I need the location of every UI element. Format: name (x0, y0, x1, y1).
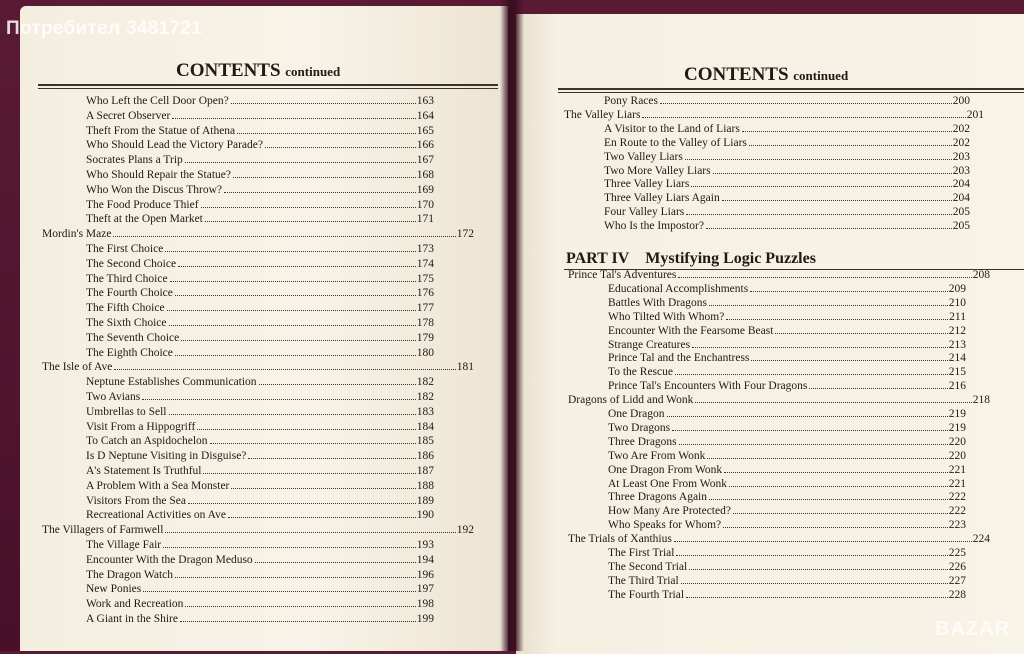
toc-entry (86, 316, 434, 330)
toc-leader-dots (809, 388, 947, 389)
toc-entry-title: The Dragon Watch (86, 568, 173, 581)
toc-leader-dots (672, 430, 948, 431)
toc-page-number: 179 (416, 331, 434, 344)
left-heading-main: CONTENTS (176, 60, 281, 81)
toc-entry-title: The First Choice (86, 243, 164, 255)
toc-page-number: 219 (948, 421, 966, 434)
toc-entry (604, 205, 970, 219)
toc-entry (86, 538, 434, 552)
toc-entry-title: Who Won the Discus Throw? (86, 183, 222, 196)
toc-page-number: 175 (416, 272, 434, 285)
toc-leader-dots (170, 281, 416, 282)
toc-leader-dots (685, 159, 952, 160)
toc-page-number: 215 (948, 366, 966, 379)
toc-entry-title: How Many Are Protected? (608, 505, 731, 518)
right-heading-rule-thin (558, 92, 1024, 93)
toc-entry-title: A Visitor to the Land of Liars (604, 122, 740, 135)
toc-entry-title: A Secret Observer (86, 109, 171, 122)
toc-page-number: 184 (416, 420, 434, 433)
toc-page-number: 189 (416, 494, 434, 507)
toc-entry (86, 494, 434, 508)
toc-leader-dots (203, 473, 415, 474)
toc-entry-title: The Third Trial (608, 574, 679, 587)
toc-leader-dots (750, 291, 948, 292)
toc-leader-dots (678, 277, 971, 278)
toc-entry-title: The Fifth Choice (86, 302, 165, 315)
toc-entry (86, 153, 434, 167)
toc-entry-title: A Giant in the Shire (86, 613, 178, 625)
toc-entry (86, 508, 434, 522)
toc-entry-title: Socrates Plans a Trip (86, 154, 183, 167)
toc-entry (86, 272, 434, 286)
toc-section-entry (568, 532, 990, 546)
toc-leader-dots (175, 355, 416, 356)
toc-entry-title: To the Rescue (608, 366, 673, 379)
toc-entry-title: The Trials of Xanthius (568, 533, 672, 546)
toc-leader-dots (259, 384, 416, 385)
toc-leader-dots (143, 591, 415, 592)
toc-page-number: 202 (952, 122, 970, 135)
toc-page-number: 188 (416, 479, 434, 492)
toc-entry (608, 490, 966, 504)
toc-leader-dots (175, 295, 416, 296)
toc-leader-dots (660, 103, 952, 104)
toc-leader-dots (180, 621, 416, 622)
toc-entry (608, 546, 966, 560)
toc-entry-title: Two Valley Liars (604, 150, 683, 163)
book-gutter (500, 0, 524, 651)
toc-page-number: 203 (952, 164, 970, 177)
toc-entry-title: Strange Creatures (608, 338, 691, 351)
toc-entry (604, 150, 970, 164)
toc-entry-title: Educational Accomplishments (608, 282, 749, 295)
toc-entry (608, 463, 966, 477)
toc-entry-title: The Seventh Choice (86, 331, 180, 344)
toc-entry-title: Who Is the Impostor? (604, 220, 704, 233)
toc-page-number: 183 (416, 405, 434, 418)
toc-entry-title: The Fourth Trial (608, 588, 685, 601)
toc-entry-title: Three Valley Liars (604, 178, 690, 191)
toc-leader-dots (642, 117, 965, 118)
toc-page-number: 210 (948, 296, 966, 309)
toc-leader-dots (114, 369, 455, 370)
toc-leader-dots (707, 458, 947, 459)
toc-entry (608, 574, 966, 588)
toc-leader-dots (676, 555, 947, 556)
toc-entry (608, 324, 966, 338)
toc-leader-dots (167, 310, 416, 311)
toc-leader-dots (692, 347, 948, 348)
toc-entry-title: Encounter With the Fearsome Beast (608, 324, 774, 337)
toc-leader-dots (691, 186, 951, 187)
toc-page-number: 180 (416, 346, 434, 359)
toc-leader-dots (165, 251, 415, 252)
toc-entry-title: Pony Races (604, 95, 658, 107)
toc-leader-dots (724, 472, 948, 473)
toc-entry-title: A's Statement Is Truthful (86, 465, 202, 477)
toc-leader-dots (205, 221, 416, 222)
toc-entry (604, 164, 970, 178)
toc-entry (604, 219, 970, 233)
toc-leader-dots (775, 333, 947, 334)
toc-entry-title: Two More Valley Liars (604, 164, 711, 177)
toc-entry-title: Who Speaks for Whom? (608, 519, 722, 532)
left-heading-small: continued (285, 64, 341, 79)
toc-leader-dots (733, 513, 948, 514)
toc-entry-title: Prince Tal's Encounters With Four Dragons (608, 380, 808, 393)
toc-page-number: 200 (952, 95, 970, 107)
toc-page-number: 219 (948, 408, 966, 420)
toc-leader-dots (178, 266, 416, 267)
left-contents-heading (176, 60, 340, 82)
toc-entry (608, 379, 966, 393)
toc-page-number: 205 (952, 206, 970, 219)
toc-page-number: 166 (416, 139, 434, 152)
toc-entry-title: Visitors From the Sea (86, 494, 186, 507)
toc-leader-dots (675, 374, 948, 375)
part-label: PART IV (566, 250, 630, 267)
toc-entry (604, 94, 970, 108)
toc-entry (608, 407, 966, 421)
toc-entry-title: The Villagers of Farmwell (42, 524, 164, 537)
toc-leader-dots (751, 360, 947, 361)
toc-leader-dots (237, 133, 416, 134)
toc-entry (86, 94, 434, 108)
toc-entry-title: Recreational Activities on Ave (86, 509, 226, 522)
toc-entry-title: The Food Produce Thief (86, 198, 199, 211)
toc-page-number: 224 (972, 533, 990, 546)
toc-leader-dots (201, 207, 416, 208)
right-heading-main: CONTENTS (684, 64, 789, 85)
right-heading-rule (558, 88, 1024, 90)
toc-page-number: 221 (948, 477, 966, 490)
toc-entry (86, 612, 434, 626)
toc-leader-dots (686, 597, 948, 598)
toc-leader-dots (185, 162, 416, 163)
toc-entry-title: Neptune Establishes Communication (86, 376, 257, 389)
toc-page-number: 190 (416, 509, 434, 522)
toc-entry (86, 301, 434, 315)
toc-entry (86, 434, 434, 448)
toc-entry (86, 242, 434, 256)
toc-page-number: 199 (416, 613, 434, 625)
toc-entry (608, 296, 966, 310)
toc-page-number: 182 (416, 391, 434, 403)
toc-entry-title: Theft at the Open Market (86, 213, 203, 226)
seller-watermark: Потребител 3481721 (6, 18, 203, 39)
toc-entry-title: Dragons of Lidd and Wonk (568, 394, 694, 407)
toc-entry (608, 560, 966, 574)
toc-entry-title: At Least One From Wonk (608, 477, 727, 490)
toc-entry (608, 282, 966, 296)
toc-entry (608, 449, 966, 463)
toc-entry (608, 421, 966, 435)
toc-leader-dots (169, 414, 416, 415)
toc-page-number: 227 (948, 574, 966, 587)
site-logo: BAZAR (935, 618, 1010, 640)
toc-entry (86, 420, 434, 434)
toc-page-number: 214 (948, 352, 966, 365)
toc-entry-title: Umbrellas to Sell (86, 405, 167, 418)
toc-leader-dots (228, 517, 416, 518)
toc-leader-dots (681, 583, 948, 584)
toc-page-number: 169 (416, 183, 434, 196)
toc-entry-title: Visit From a Hippogriff (86, 420, 196, 433)
toc-page-number: 209 (948, 282, 966, 295)
left-heading-rule (38, 84, 498, 86)
toc-entry-title: Work and Recreation (86, 598, 184, 611)
toc-leader-dots (169, 325, 416, 326)
toc-entry-title: Mordin's Maze (42, 228, 112, 241)
toc-section-entry (42, 360, 474, 374)
toc-entry (608, 504, 966, 518)
toc-page-number: 170 (416, 198, 434, 211)
toc-entry-title: Two Dragons (608, 421, 671, 434)
toc-leader-dots (197, 429, 415, 430)
toc-page-number: 164 (416, 109, 434, 122)
toc-entry (86, 405, 434, 419)
right-contents-heading (684, 64, 848, 86)
toc-entry (86, 346, 434, 360)
toc-entry-title: The Eighth Choice (86, 346, 173, 359)
toc-section-entry (568, 268, 990, 282)
toc-leader-dots (175, 577, 416, 578)
toc-leader-dots (210, 443, 416, 444)
toc-page-number: 198 (416, 598, 434, 611)
toc-page-number: 171 (416, 213, 434, 226)
toc-leader-dots (163, 547, 416, 548)
toc-entry (604, 191, 970, 205)
toc-entry (608, 588, 966, 602)
toc-page-number: 193 (416, 539, 434, 551)
toc-page-number: 204 (952, 178, 970, 191)
toc-entry-title: Four Valley Liars (604, 206, 685, 219)
toc-leader-dots (181, 340, 415, 341)
toc-entry (86, 198, 434, 212)
toc-entry (86, 390, 434, 404)
toc-page-number: 182 (416, 376, 434, 389)
toc-entry-title: New Ponies (86, 583, 142, 596)
toc-entry (86, 568, 434, 582)
toc-leader-dots (172, 118, 415, 119)
toc-entry (604, 122, 970, 136)
toc-entry-title: The Second Trial (608, 560, 688, 573)
toc-page-number: 163 (416, 95, 434, 107)
toc-page-number: 226 (948, 560, 966, 573)
toc-entry (608, 351, 966, 365)
toc-entry-title: One Dragon (608, 408, 665, 420)
toc-page-number: 208 (972, 269, 990, 281)
toc-page-number: 216 (948, 380, 966, 393)
toc-entry-title: Prince Tal and the Enchantress (608, 352, 750, 365)
toc-entry-title: The First Trial (608, 547, 675, 559)
toc-page-number: 187 (416, 465, 434, 477)
toc-page-number: 201 (966, 108, 984, 121)
toc-entry-title: The Isle of Ave (42, 361, 113, 374)
toc-entry (86, 286, 434, 300)
toc-page-number: 177 (416, 302, 434, 315)
toc-entry (86, 479, 434, 493)
toc-entry (86, 375, 434, 389)
left-page (20, 6, 508, 651)
toc-entry-title: Three Valley Liars Again (604, 192, 720, 205)
toc-leader-dots (667, 416, 948, 417)
toc-page-number: 221 (948, 463, 966, 476)
toc-entry-title: The Valley Liars (564, 108, 641, 121)
toc-page-number: 174 (416, 257, 434, 270)
toc-entry-title: A Problem With a Sea Monster (86, 479, 230, 492)
toc-page-number: 213 (948, 338, 966, 351)
toc-page-number: 228 (948, 588, 966, 601)
toc-leader-dots (686, 214, 951, 215)
toc-leader-dots (113, 236, 455, 237)
toc-entry-title: One Dragon From Wonk (608, 463, 723, 476)
toc-page-number: 211 (949, 310, 966, 323)
toc-entry-title: Prince Tal's Adventures (568, 269, 677, 281)
toc-entry (86, 183, 434, 197)
toc-entry-title: Three Dragons Again (608, 491, 707, 504)
toc-leader-dots (165, 532, 455, 533)
toc-page-number: 186 (416, 450, 434, 463)
toc-leader-dots (255, 562, 416, 563)
toc-section-entry (568, 393, 990, 407)
toc-entry (608, 435, 966, 449)
toc-leader-dots (695, 402, 971, 403)
toc-entry (604, 136, 970, 150)
toc-leader-dots (722, 200, 952, 201)
toc-page-number: 178 (416, 317, 434, 329)
toc-entry (86, 449, 434, 463)
toc-entry-title: Battles With Dragons (608, 296, 707, 309)
toc-leader-dots (709, 499, 948, 500)
toc-page-number: 203 (952, 150, 970, 163)
toc-entry (86, 582, 434, 596)
toc-page-number: 223 (948, 519, 966, 532)
toc-page-number: 194 (416, 553, 434, 566)
toc-page-number: 218 (972, 394, 990, 407)
toc-page-number: 220 (948, 449, 966, 462)
toc-entry (604, 177, 970, 191)
toc-page-number: 167 (416, 154, 434, 167)
toc-leader-dots (185, 606, 415, 607)
part-heading (566, 250, 816, 268)
left-heading-rule-thin (38, 88, 498, 89)
toc-section-entry (42, 523, 474, 537)
toc-leader-dots (709, 305, 948, 306)
toc-section-entry (42, 227, 474, 241)
toc-entry (608, 518, 966, 532)
toc-entry (86, 257, 434, 271)
toc-page-number: 181 (456, 361, 474, 374)
toc-entry (86, 138, 434, 152)
toc-entry-title: The Fourth Choice (86, 287, 173, 300)
toc-leader-dots (231, 103, 416, 104)
toc-leader-dots (713, 173, 952, 174)
toc-entry (86, 212, 434, 226)
toc-leader-dots (224, 192, 416, 193)
toc-entry-title: Who Should Lead the Victory Parade? (86, 139, 263, 152)
toc-leader-dots (689, 569, 948, 570)
right-heading-small: continued (793, 68, 849, 83)
toc-entry (86, 464, 434, 478)
toc-entry-title: The Sixth Choice (86, 317, 167, 329)
toc-leader-dots (674, 541, 972, 542)
toc-page-number: 176 (416, 287, 434, 300)
toc-entry (86, 168, 434, 182)
toc-entry-title: Three Dragons (608, 435, 677, 448)
toc-leader-dots (726, 319, 948, 320)
toc-leader-dots (679, 444, 948, 445)
right-page (516, 14, 1024, 654)
toc-entry-title: The Third Choice (86, 272, 168, 285)
toc-entry-title: Two Avians (86, 391, 141, 403)
toc-leader-dots (706, 228, 952, 229)
toc-entry-title: Is D Neptune Visiting in Disguise? (86, 450, 247, 463)
toc-page-number: 185 (416, 435, 434, 448)
toc-entry (608, 338, 966, 352)
toc-entry-title: Who Should Repair the Statue? (86, 169, 231, 181)
toc-leader-dots (231, 488, 415, 489)
toc-entry-title: Two Are From Wonk (608, 449, 706, 462)
toc-page-number: 192 (456, 524, 474, 537)
toc-entry-title: Who Tilted With Whom? (608, 310, 725, 323)
toc-page-number: 225 (948, 547, 966, 559)
toc-page-number: 204 (952, 192, 970, 205)
toc-page-number: 172 (456, 228, 474, 241)
toc-page-number: 196 (416, 568, 434, 581)
toc-leader-dots (142, 399, 416, 400)
toc-page-number: 222 (948, 505, 966, 518)
toc-entry-title: The Village Fair (86, 539, 162, 551)
part-title: Mystifying Logic Puzzles (645, 250, 816, 267)
toc-page-number: 220 (948, 435, 966, 448)
toc-leader-dots (729, 486, 948, 487)
toc-leader-dots (723, 527, 948, 528)
toc-entry (86, 109, 434, 123)
toc-page-number: 173 (416, 243, 434, 255)
toc-entry (86, 597, 434, 611)
toc-page-number: 168 (416, 169, 434, 181)
toc-entry (86, 553, 434, 567)
toc-leader-dots (233, 177, 416, 178)
toc-leader-dots (248, 458, 415, 459)
toc-page-number: 222 (948, 491, 966, 504)
toc-entry-title: The Second Choice (86, 257, 177, 270)
toc-page-number: 197 (416, 583, 434, 596)
toc-leader-dots (188, 503, 416, 504)
toc-entry-title: En Route to the Valley of Liars (604, 136, 747, 149)
toc-entry (86, 124, 434, 138)
toc-leader-dots (749, 145, 952, 146)
toc-entry-title: Encounter With the Dragon Meduso (86, 553, 253, 566)
toc-page-number: 165 (416, 124, 434, 137)
toc-entry-title: To Catch an Aspidochelon (86, 435, 208, 448)
toc-page-number: 205 (952, 220, 970, 233)
toc-entry (608, 365, 966, 379)
toc-entry (86, 331, 434, 345)
toc-entry (608, 477, 966, 491)
toc-entry-title: Who Left the Cell Door Open? (86, 95, 229, 107)
toc-leader-dots (742, 131, 952, 132)
toc-leader-dots (265, 147, 416, 148)
toc-section-entry (564, 108, 984, 122)
toc-page-number: 212 (948, 324, 966, 337)
toc-entry-title: Theft From the Statue of Athena (86, 124, 236, 137)
toc-entry (608, 310, 966, 324)
toc-page-number: 202 (952, 136, 970, 149)
